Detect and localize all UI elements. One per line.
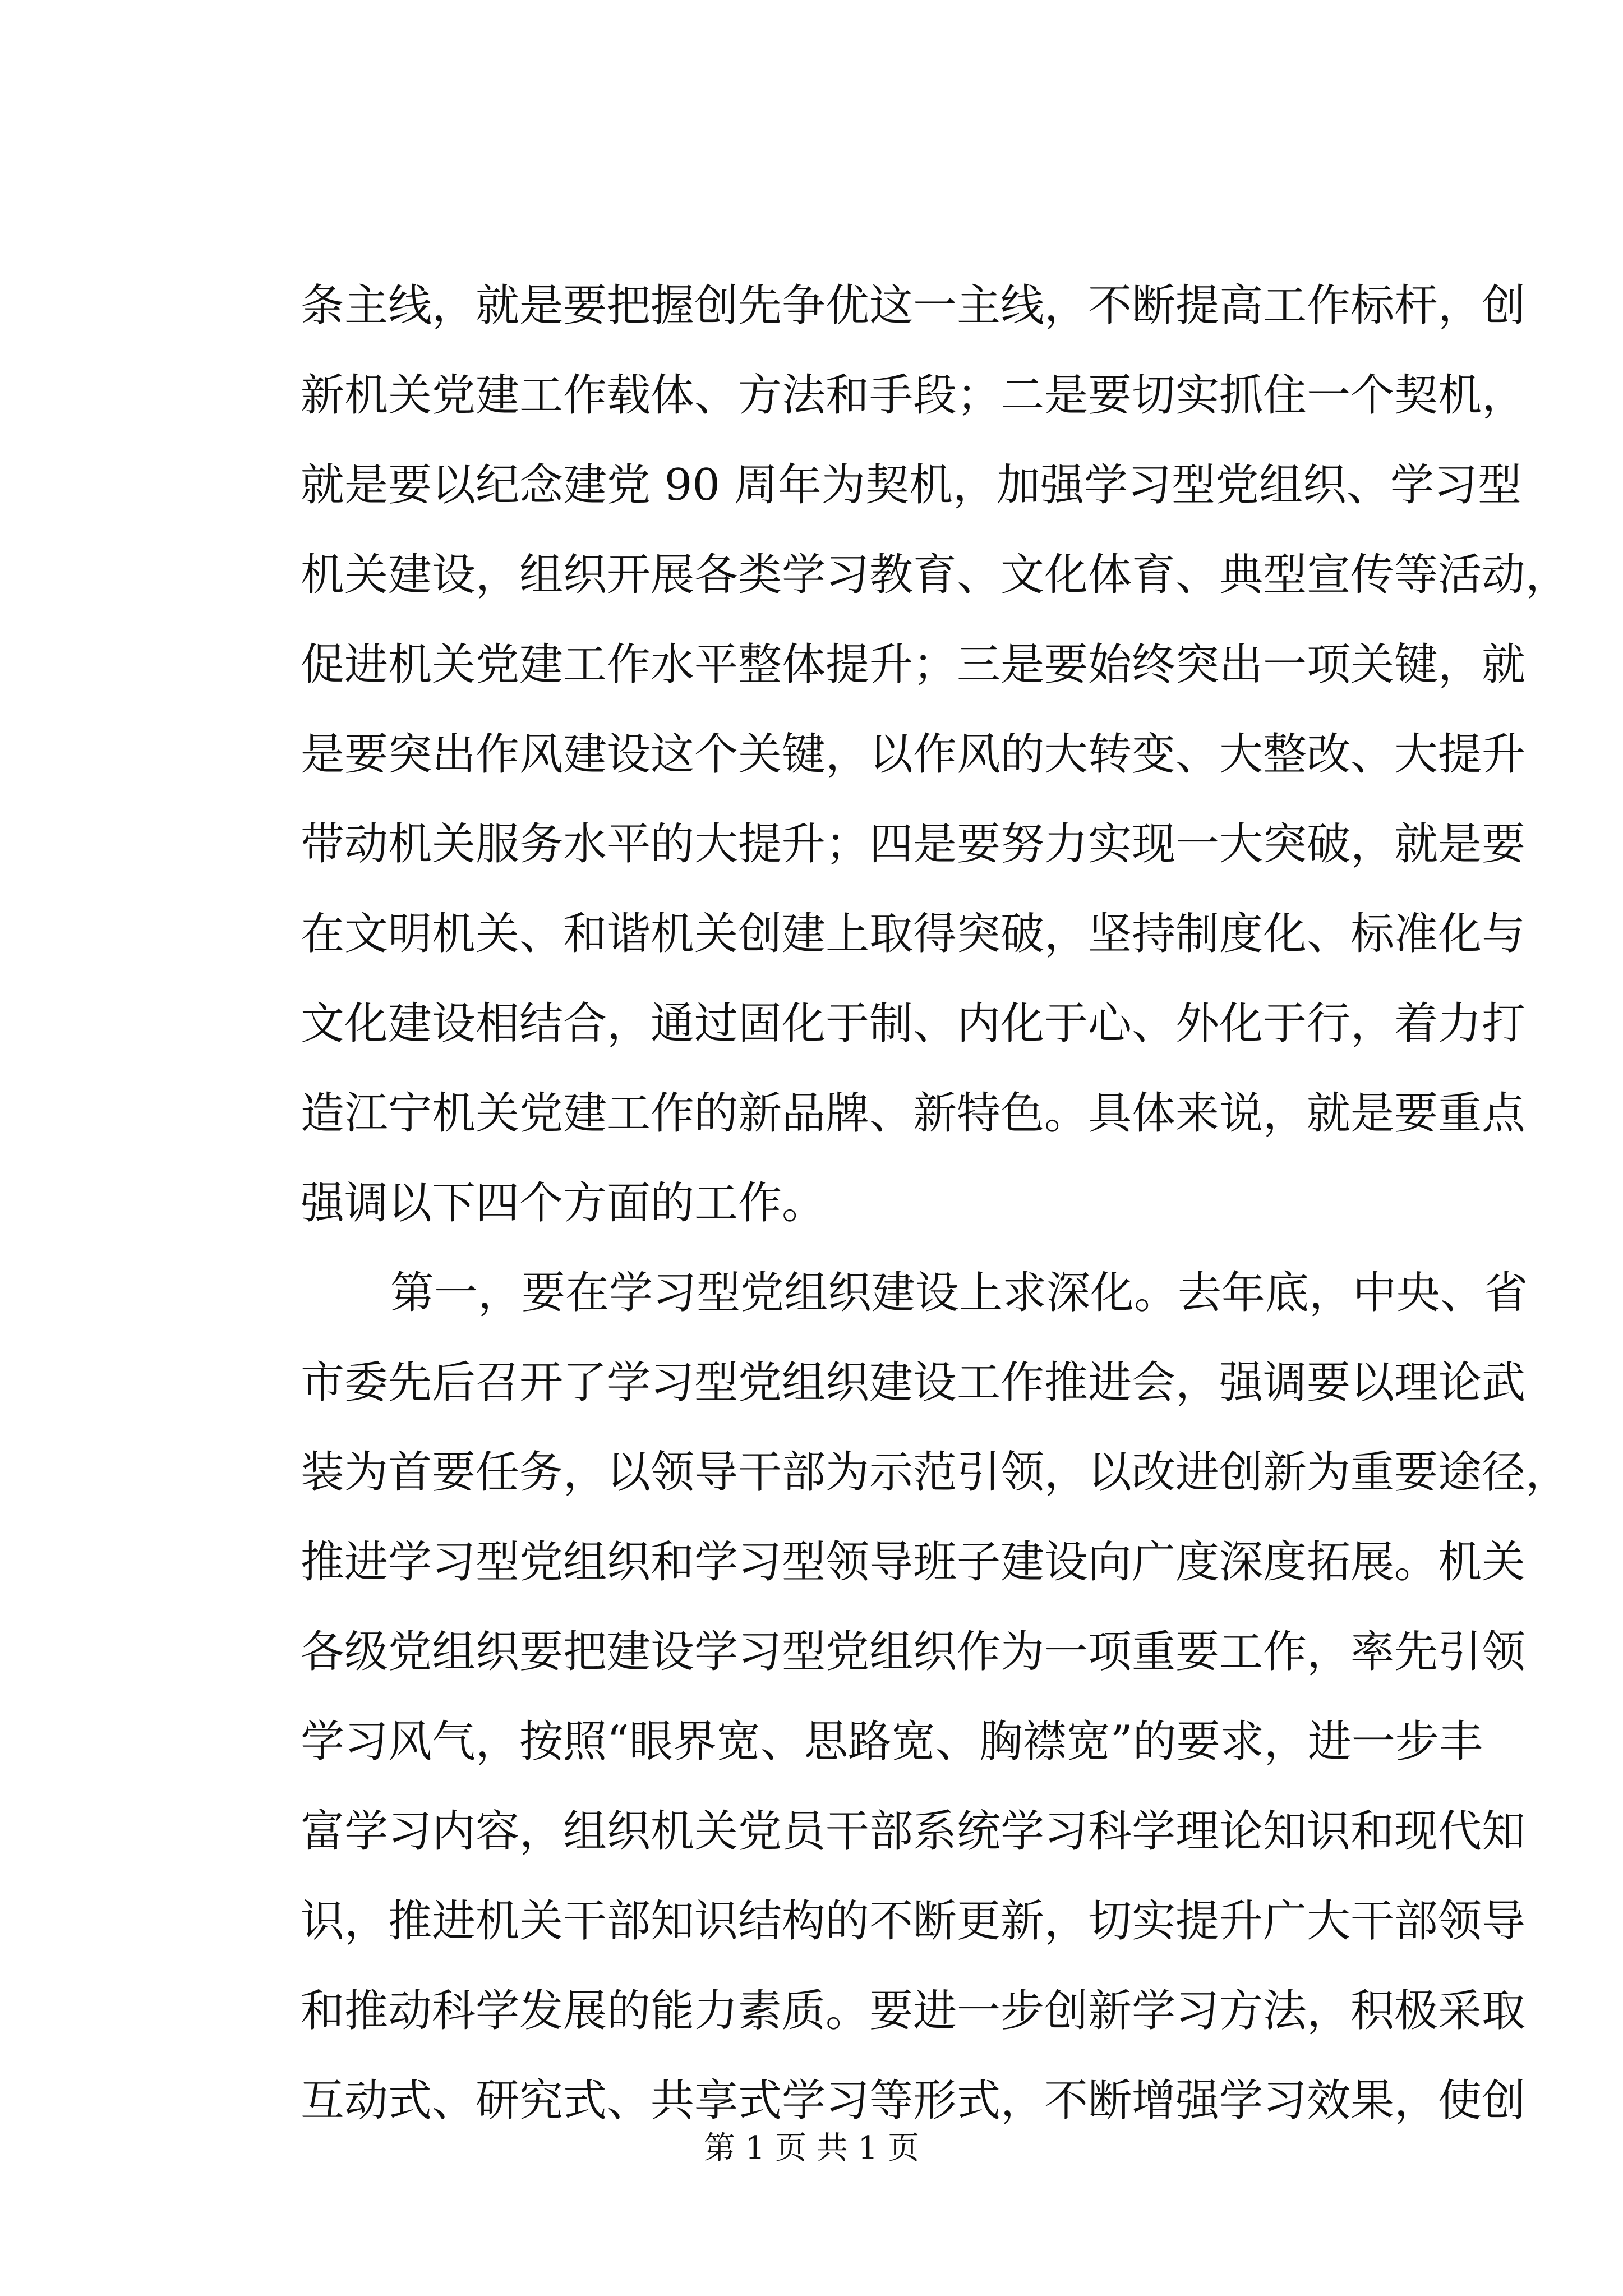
text-line: 机关建设，组织开展各类学习教育、文化体育、典型宣传等活动， (301, 550, 1570, 600)
text-line: 新机关党建工作载体、方法和手段；二是要切实抓住一个契机， (301, 370, 1526, 421)
text-line: 市委先后召开了学习型党组织建设工作推进会，强调要以理论武 (301, 1358, 1526, 1408)
text-line: 促进机关党建工作水平整体提升；三是要始终突出一项关键，就 (301, 639, 1526, 690)
text-line: 条主线，就是要把握创先争优这一主线，不断提高工作标杆，创 (301, 280, 1526, 331)
text-line: 就是要以纪念建党 90 周年为契机，加强学习型党组织、学习型 (301, 460, 1521, 510)
paragraph-first-line: 第一，要在学习型党组织建设上求深化。去年底，中央、省 (390, 1268, 1528, 1318)
text-line: 是要突出作风建设这个关键，以作风的大转变、大整改、大提升 (301, 729, 1526, 780)
text-line: 造江宁机关党建工作的新品牌、新特色。具体来说，就是要重点 (301, 1088, 1526, 1139)
text-line: 装为首要任务，以领导干部为示范引领，以改进创新为重要途径， (301, 1447, 1570, 1498)
text-line: 识，推进机关干部知识结构的不断更新，切实提升广大干部领导 (301, 1896, 1526, 1947)
text-line: 各级党组织要把建设学习型党组织作为一项重要工作，率先引领 (301, 1627, 1526, 1677)
text-line: 在文明机关、和谐机关创建上取得突破，坚持制度化、标准化与 (301, 909, 1526, 959)
text-line: 富学习内容，组织机关党员干部系统学习科学理论知识和现代知 (301, 1806, 1526, 1857)
text-line: 带动机关服务水平的大提升；四是要努力实现一大突破，就是要 (301, 819, 1526, 869)
text-line: 推进学习型党组织和学习型领导班子建设向广度深度拓展。机关 (301, 1537, 1526, 1588)
page-footer: 第 1 页 共 1 页 (703, 2130, 920, 2166)
text-line: 和推动科学发展的能力素质。要进一步创新学习方法，积极采取 (301, 1986, 1526, 2036)
text-line: 文化建设相结合，通过固化于制、内化于心、外化于行，着力打 (301, 999, 1526, 1049)
text-line: 互动式、研究式、共享式学习等形式，不断增强学习效果，使创 (301, 2076, 1526, 2126)
text-line: 学习风气，按照“眼界宽、思路宽、胸襟宽”的要求，进一步丰 (301, 1717, 1483, 1767)
text-line: 强调以下四个方面的工作。 (301, 1178, 826, 1228)
